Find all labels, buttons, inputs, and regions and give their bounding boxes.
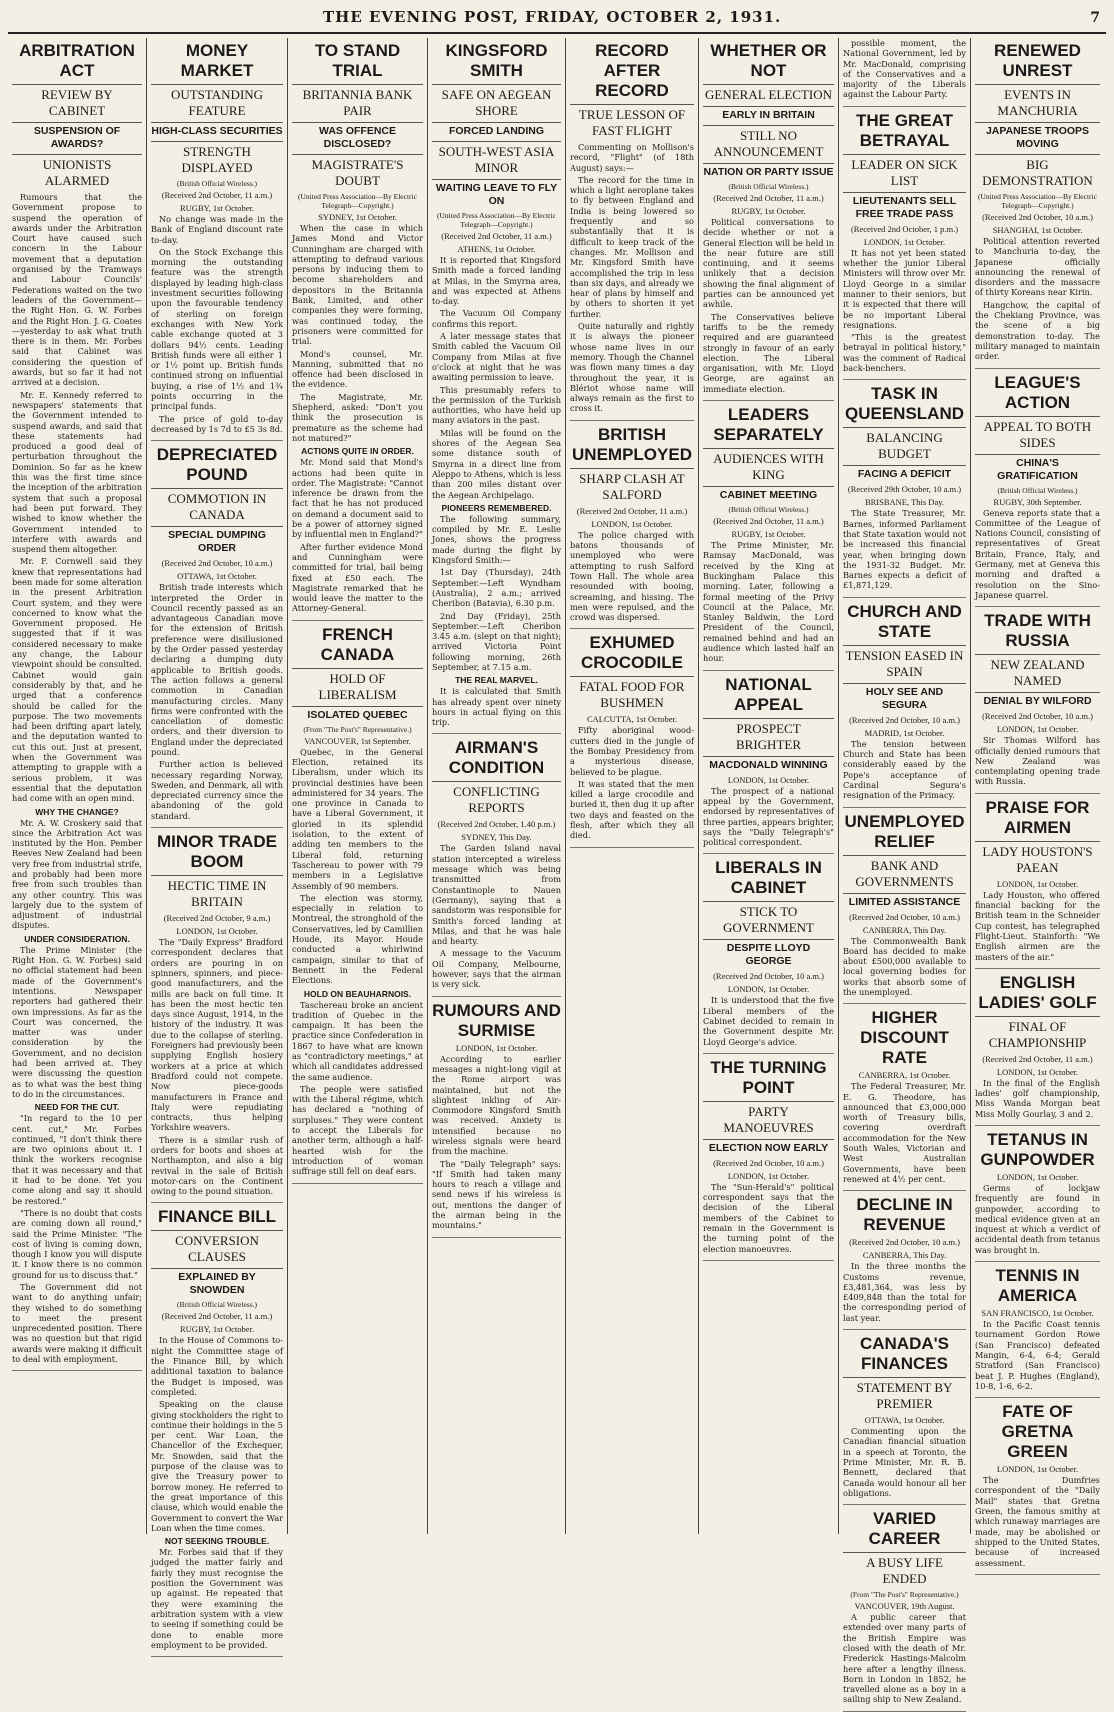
- paragraph: The Dumfries correspondent of the "Daily Mail" states that Gretna Green, the famous smithy at which runaway marriages are made, may be abolished or shipped to the United States, because of increased assessment.: [975, 1475, 1100, 1568]
- subheadline: DESPITE LLOYD GEORGE: [703, 939, 834, 968]
- article: [843, 812, 966, 1005]
- paragraph: On the Stock Exchange this morning the outstanding feature was the strength displayed by leading high-class investment securities following upon the favourable tendency of sterling on foreign exchanges with New York cable exchange quoted at 3 dollars 94½ cents. Leading British funds were all either 1 or 1½ point up. British funds continued strong on influential buying, a rise of 1½ and 1¾ points occurring in the principal funds.: [151, 246, 283, 412]
- article: [151, 41, 283, 441]
- paragraph: Milas will be found on the shores of the Aegean Sea some distance south of Smyrna in a direct line from Aleppo to Athens, which is less than 200 miles distant over the Aegean Archipelago.: [432, 427, 561, 500]
- column-5: [566, 38, 699, 1534]
- place-dateline: LONDON, 1st October.: [727, 774, 810, 785]
- subheadline: STATEMENT BY PREMIER: [843, 1377, 966, 1412]
- subheadline: STRENGTH DISPLAYED: [151, 141, 283, 176]
- headline: CHURCH AND STATE: [847, 601, 962, 641]
- paragraph: Further action is believed necessary regarding Norway, Sweden, and Denmark, all with depreciated currency since the abandoning of the gold standard.: [151, 759, 283, 821]
- paragraph: It was stated that the men killed a large crocodile and buried it, then dug it up after two days and feasted on the flesh, after which they all died.: [570, 778, 694, 841]
- place-dateline: LONDON, 1st October.: [996, 1066, 1079, 1077]
- paragraph: Germs of lockjaw frequently are found in gunpowder, according to medical evidence given at an inquest at which a verdict of accidental death from tetanus was brought in.: [975, 1182, 1100, 1255]
- article: [432, 41, 561, 734]
- dateline: (Received 2nd October, 11 a.m.): [441, 231, 552, 241]
- paragraph: The Vacuum Oil Company confirms this report.: [432, 308, 561, 329]
- headline: PRAISE FOR AIRMEN: [985, 797, 1090, 837]
- paragraph: A later message states that Smith cabled the Vacuum Oil Company from Milas at five o'clock at night that he was awaiting permission to leave.: [432, 331, 561, 383]
- paragraph: The Magistrate, Mr. Shepherd, asked: "Don't you think the prosecution is premature as the scheme had not matured?": [292, 391, 423, 443]
- dateline: (Received 2nd October, 11 a.m.): [982, 1053, 1093, 1064]
- subheadline: ELECTION NOW EARLY: [703, 1139, 834, 1155]
- place-dateline: LONDON, 1st October.: [863, 236, 946, 247]
- subheadline: LIEUTENANTS SELL FREE TRADE PASS: [843, 192, 966, 221]
- paragraph: In the final of the English ladies' golf championship, Miss Wanda Morgan beat Miss Molly Gourlay, 3 and 2.: [975, 1077, 1100, 1119]
- subheadline: FORCED LANDING: [432, 122, 561, 138]
- place-dateline: RUGBY, 1st October.: [180, 203, 254, 213]
- subheadline: APPEAL TO BOTH SIDES: [975, 416, 1100, 451]
- place-dateline: RUGBY, 1st October.: [180, 1324, 254, 1335]
- article: [151, 832, 283, 1203]
- subheadline: REVIEW BY CABINET: [12, 84, 142, 119]
- subheadline: CHINA'S GRATIFICATION: [975, 454, 1100, 483]
- paragraph: Commenting upon the Canadian financial situation in a speech at Toronto, the Prime Minister, Mr. R. B. Bennett, declared that Canada would honour all her obligations.: [843, 1426, 966, 1498]
- place-dateline: LONDON, 1st October.: [727, 984, 810, 995]
- headline: RUMOURS AND SURMISE: [432, 1000, 561, 1040]
- paragraph: According to earlier messages a night-long vigil at the Rome airport was maintained, but not the slightest inkling of Air-Commodore Kingsford Smith was received. Anxiety is intensified because no wireless signals were heard from the machine.: [432, 1053, 561, 1157]
- place-dateline: LONDON, 1st October.: [727, 1170, 810, 1181]
- headline: KINGSFORD SMITH: [445, 41, 548, 80]
- wire-credit: (British Official Wireless.): [728, 182, 809, 191]
- subheadline: FACING A DEFICIT: [843, 465, 966, 481]
- dateline: (Received 2nd October, 10 a.m.): [713, 1157, 824, 1168]
- paragraph: 2nd Day (Friday), 25th September.—Left Cheribon 3.45 a.m. (slept on that night); arrived Victoria Point following morning, 26th September, at 7.15 a.m.: [432, 610, 561, 672]
- dateline: (Received 2nd October, 10 a.m.): [161, 558, 273, 569]
- paragraph: "There is no doubt that costs are coming down all round," said the Prime Minister. "The cost of living is coming down, though I know you will dispute it. I know there is no common ground for us to discuss that.": [12, 1207, 142, 1280]
- headline: TRADE WITH RUSSIA: [984, 611, 1091, 651]
- dateline: (Received 2nd October, 11 a.m.): [161, 190, 273, 200]
- paragraph: A message to the Vacuum Oil Company, Melbourne, however, says that the airman is very sick.: [432, 948, 561, 990]
- wire-credit: (United Press Association—By Electric Telegraph—Copyright.): [437, 211, 556, 229]
- paragraph: The Prime Minister, Mr. Ramsay MacDonald, was received by the King at Buckingham Palace this morning. Later, following a formal meeting of the Privy Council at the Palace, Mr. Stanley Baldwin, the Lord President of the Council, remained behind and had an audience which lasted half an hour.: [703, 540, 834, 664]
- subheadline: SAFE ON AEGEAN SHORE: [432, 84, 561, 119]
- headline: UNEMPLOYED RELIEF: [844, 811, 965, 851]
- paragraph: Geneva reports state that a Committee of the League of Nations Council, consisting of representatives of Great Britain, France, Italy, and Germany, met at Geneva this morning and drafted a resolution on the Sino-Japanese quarrel.: [975, 507, 1100, 600]
- headline: TASK IN QUEENSLAND: [844, 384, 964, 424]
- paragraph: Speaking on the clause giving stockholders the right to continue their holdings in the 5 per cent. War Loan, the Chancellor of the Exchequer, Mr. Snowden, said that the purpose of the clause was to give the Treasury power to borrow money. He referred to the great importance of this clause, which would enable the Government to convert the War Loan when the time comes.: [151, 1399, 283, 1533]
- article: [975, 41, 1100, 369]
- headline: FATE OF GRETNA GREEN: [1001, 1402, 1074, 1462]
- subheadline: MAGISTRATE'S DOUBT: [292, 154, 423, 189]
- subheadline: JAPANESE TROOPS MOVING: [975, 122, 1100, 151]
- wire-credit: (British Official Wireless.): [176, 179, 258, 188]
- place-dateline: LONDON, 1st October.: [176, 926, 258, 937]
- paragraph: Lady Houston, who offered financial backing for the British team in the Schneider Cup contest, has telegraphed Flight-Lieut. Stainforth: "We English airmen are the masters of the air.": [975, 889, 1100, 962]
- paragraph: It is reported that Kingsford Smith made a forced landing at Milas, in the Smyrna area, and was expected at Athens to-day.: [432, 255, 561, 307]
- headline: LEAGUE'S ACTION: [994, 372, 1081, 412]
- paragraph: The Commonwealth Bank Board has decided to make about £500,000 available to local governing bodies for works that absorb some of the unemployed.: [843, 935, 966, 997]
- headline: ENGLISH LADIES' GOLF: [978, 972, 1097, 1012]
- subheadline: SUSPENSION OF AWARDS?: [12, 122, 142, 151]
- dateline: (Received 2nd October, 9 a.m.): [163, 913, 271, 924]
- subheadline: NEW ZEALAND NAMED: [975, 654, 1100, 689]
- paragraph: "This is the greatest betrayal in political history," was the comment of Radical back-benchers.: [843, 332, 966, 374]
- paragraph: possible moment, the National Government, led by Mr. MacDonald, comprising of the Conservatives and a majority of the Liberals against the Labour Party.: [843, 38, 966, 100]
- dateline: (Received 2nd October, 1 p.m.): [850, 223, 959, 234]
- paragraph: After further evidence Mond and Cunningham were committed for trial, bail being fixed at £50 each. The Magistrate remarked that he would leave the matter to the Attorney-General.: [292, 541, 423, 614]
- subheadline: OUTSTANDING FEATURE: [151, 84, 283, 119]
- place-dateline: SAN FRANCISCO, 1st October.: [981, 1308, 1094, 1319]
- subheadline: CONVERSION CLAUSES: [151, 1230, 283, 1265]
- wire-credit: (From "The Post's" Representative.): [303, 724, 412, 734]
- subheadline: MACDONALD WINNING: [703, 756, 834, 772]
- headline: THE TURNING POINT: [710, 1057, 827, 1097]
- article: [292, 41, 423, 621]
- place-dateline: LONDON, 1st October.: [996, 724, 1079, 735]
- subheadline: SOUTH-WEST ASIA MINOR: [432, 141, 561, 176]
- article: [843, 1195, 966, 1330]
- headline: HIGHER DISCOUNT RATE: [860, 1008, 949, 1068]
- paragraph: When the case in which James Mond and Victor Cunningham are charged with attempting to defraud various persons by inducing them to become shareholders and depositors in the Britannia Bank, Limited, and other companies they were forming, was continued today, the prisoners were committed for trial.: [292, 223, 423, 347]
- subheadline: LADY HOUSTON'S PAEAN: [975, 841, 1100, 876]
- article: [843, 38, 966, 107]
- dateline: (Received 2nd October, 1.40 p.m.): [437, 819, 556, 830]
- subheadline: ISOLATED QUEBEC: [292, 706, 423, 722]
- article: [703, 858, 834, 1053]
- paragraph: The following summary, compiled by Mr. E. Leslie Jones, shows the progress made during the flight by Kingsford Smith:—: [432, 513, 561, 566]
- paragraph: Quebec, in the General Election, retained its Liberalism, under which its provincial destinies have been administered for 34 years. The one province in Canada to have a Liberal Government, it gloried in its splendid isolation, to the extent of adding ten members to the Liberal fold, returning Taschereau to power with 79 members in a Legislative Assembly of 90 members.: [292, 746, 423, 891]
- subheadline: DENIAL BY WILFORD: [975, 692, 1100, 708]
- subheadline: HECTIC TIME IN BRITAIN: [151, 875, 283, 910]
- dateline: (Received 2nd October, 10 a.m.): [849, 1237, 960, 1248]
- subheadline: EVENTS IN MANCHURIA: [975, 84, 1100, 119]
- place-dateline: LONDON, 1st October.: [996, 878, 1079, 889]
- article: [975, 1130, 1100, 1262]
- subheadline: COMMOTION IN CANADA: [151, 488, 283, 523]
- place-dateline: BRISBANE, This Day.: [864, 497, 945, 508]
- article: [570, 633, 694, 847]
- subheadline: CABINET MEETING: [703, 486, 834, 502]
- paragraph: Mr. F. Cornwell said they knew that representations had been made for some alteration in the present Arbitration Court system, and they were concerned to know what the Government proposed. He suggested that if it was considered necessary to make any change, the Labour viewpoint should be consulted. Cabinet would gain considerably by that, and he urged that a conference should be called for the purpose. The two movements had been drifting apart lately, and the deputation wanted to cut this out. Just at present, when the Government was attempting to grapple with a serious problem, it was essential that the deputation had come with an open mind.: [12, 556, 142, 804]
- article: [843, 384, 966, 597]
- headline: TENNIS IN AMERICA: [995, 1266, 1080, 1306]
- subheadline: BANK AND GOVERNMENTS: [843, 855, 966, 890]
- paragraph: Hangchow, the capital of the Chekiang Province, was the scene of a big demonstration to-day. The military managed to maintain order.: [975, 299, 1100, 362]
- section-subhead: THE REAL MARVEL.: [455, 675, 538, 686]
- paragraph: Political attention reverted to Manchuria to-day, the Japanese officially announcing the renewal of disorders and the massacre of thirty Koreans near Kirin.: [975, 236, 1100, 298]
- article: [843, 1008, 966, 1191]
- subheadline: LIMITED ASSISTANCE: [843, 893, 966, 909]
- section-subhead: ACTIONS QUITE IN ORDER.: [301, 446, 414, 457]
- paragraph: The "Daily Express" Bradford correspondent declares that orders are pouring in on spinners, spinners, and piece-good manufacturers, and the mills are back on full time. It has been the most hectic ten days since August, 1914, in the history of the industry. It was due to the collapse of sterling. Foreigners had previously been supplying English hosiery workers at a price at which Bradford could not compete. Now piece-goods manufacturers in France and Italy were repudiating contracts, thus helping Yorkshire weavers.: [151, 937, 283, 1133]
- wire-credit: (United Press Association—By Electric Telegraph—Copyright.): [298, 192, 417, 210]
- headline: AIRMAN'S CONDITION: [448, 738, 545, 778]
- subheadline: WAS OFFENCE DISCLOSED?: [292, 122, 423, 151]
- headline: RENEWED UNREST: [994, 41, 1081, 80]
- subheadline: CONFLICTING REPORTS: [432, 781, 561, 816]
- paragraph: The prospect of a national appeal by the Government, endorsed by representatives of three parties, appears brighter, says the "Daily Telegraph's" political correspondent.: [703, 785, 834, 848]
- place-dateline: RUGBY, 1st October.: [731, 206, 806, 216]
- headline: TETANUS IN GUNPOWDER: [980, 1129, 1095, 1169]
- paragraph: In the House of Commons to-night the Committee stage of the Finance Bill, by which additional taxation to balance the Budget is imposed, was completed.: [151, 1335, 283, 1397]
- column-7: [839, 38, 971, 1705]
- subheadline: BALANCING BUDGET: [843, 427, 966, 462]
- paragraph: Mr. Forbes said that if they judged the matter fairly and fairly they must recognise the position the Government was up against. He repeated that they were examining the arbitration system with a view to seeing if something could be done to enable more employment to be provided.: [151, 1547, 283, 1650]
- paragraph: Mr. E. Kennedy referred to newspapers' statements that the Government intended to suspend awards, and said that these statements had produced a good deal of perturbation throughout the Dominion. So far as he knew this was the first time since the inception of the arbitration system that such a proposal had been put forward. They wished to know whether the Government intended to interfere with awards and suspend them altogether.: [12, 389, 142, 555]
- subheadline: SHARP CLASH AT SALFORD: [570, 468, 694, 503]
- article: [843, 1334, 966, 1505]
- paragraph: The Garden Island naval station intercepted a wireless message which was being transmitted from Constantinople to Nauen (Germany), saying that a sandstorm was responsible for Smith's forced landing at Milas, and that he was hale and hearty.: [432, 843, 561, 947]
- article: [703, 1058, 834, 1261]
- subheadline: SPECIAL DUMPING ORDER: [151, 526, 283, 555]
- headline: FINANCE BILL: [157, 1207, 277, 1227]
- headline: BRITISH UNEMPLOYED: [572, 424, 692, 464]
- article: [292, 625, 423, 1184]
- paragraph: The tension between Church and State has been considerably eased by the Pope's acceptance of Cardinal Segura's resignation of the Primacy.: [843, 738, 966, 801]
- subheadline: UNIONISTS ALARMED: [12, 154, 142, 189]
- headline: DEPRECIATED POUND: [156, 445, 278, 485]
- dateline: (Received 2nd October, 11 a.m.): [161, 1311, 273, 1322]
- place-dateline: SYDNEY, 1st October.: [318, 212, 397, 222]
- place-dateline: RUGBY, 1st October.: [731, 529, 806, 540]
- place-dateline: CANBERRA, This Day.: [862, 1250, 947, 1261]
- place-dateline: SYDNEY, This Day.: [461, 832, 532, 843]
- paragraph: Quite naturally and rightly it is always the pioneer whose name lives in our memory. Though the Channel was flown many times a day throughout the year, it is Blériot whose name will always remain as the first to cross it.: [570, 321, 694, 414]
- paragraph: In the Pacific Coast tennis tournament Gordon Rowe (San Francisco) defeated Mangin, 6-4, 6-4; Gerald Stratford (San Francisco) beat J. P. Hughes (England), 10-8, 1-6, 6-2.: [975, 1319, 1100, 1391]
- paragraph: Fifty aboriginal wood-cutters died in the jungle of the Bombay Presidency from a mysterious disease, believed to be plague.: [570, 725, 694, 777]
- page-number: 7: [1090, 10, 1100, 26]
- subheadline: FINAL OF CHAMPIONSHIP: [975, 1016, 1100, 1051]
- dateline: (Received 2nd October, 11 a.m.): [713, 193, 824, 203]
- wire-credit: (British Official Wireless.): [176, 1300, 258, 1310]
- article: [151, 445, 283, 828]
- subheadline: GENERAL ELECTION: [703, 84, 834, 103]
- paragraph: The record for the time in which a light aeroplane takes to fly between England and India is being lowered so frequently and so substantially that it is difficult to keep track of the changes. Mr. Mollison and Mr. Kingsford Smith have accomplished the trip in less than six days, and already we hear of plans by himself and by others to shorten it yet further.: [570, 174, 694, 319]
- section-subhead: PIONEERS REMEMBERED.: [441, 502, 552, 513]
- subheadline: BIG DEMONSTRATION: [975, 154, 1100, 189]
- headline: MINOR TRADE BOOM: [157, 832, 277, 872]
- paragraph: The price of gold to-day decreased by 1s 7d to £5 3s 8d.: [151, 413, 283, 434]
- paragraph: Rumours that the Government propose to suspend the operation of awards under the Arbitration Court have caused such concern in the Labour movement that a deputation organised by the Tramways and Labour Councils' Federations waited on the two leaders of the Government—the Right Hon. G. W. Forbes and the Right Hon. J. G. Coates—yesterday to ask what truth there is in them. Mr. Forbes said that Cabinet was considering the question of awards, but so far it had not arrived at a decision.: [12, 192, 142, 388]
- place-dateline: VANCOUVER, 1st September.: [304, 735, 411, 746]
- paragraph: It has not yet been stated whether the junior Liberal Ministers will throw over Mr. Lloyd George in a similar manner to their seniors, but it is expected that there will be no important Liberal resignations.: [843, 247, 966, 330]
- place-dateline: LONDON, 1st October.: [455, 1042, 538, 1053]
- headline: ARBITRATION ACT: [19, 41, 135, 80]
- place-dateline: OTTAWA, 1st October.: [864, 1415, 945, 1426]
- subheadline: HOLY SEE AND SEGURA: [843, 683, 966, 712]
- subheadline: EXPLAINED BY SNOWDEN: [151, 1268, 283, 1297]
- headline: EXHUMED CROCODILE: [581, 633, 683, 673]
- article: [12, 41, 142, 1371]
- article: [703, 675, 834, 855]
- headline: CANADA'S FINANCES: [859, 1334, 950, 1374]
- subheadline: BRITANNIA BANK PAIR: [292, 84, 423, 119]
- subheadline: STILL NO ANNOUNCEMENT: [703, 125, 834, 160]
- article: [975, 798, 1100, 969]
- article: [703, 405, 834, 671]
- paragraph: Taschereau broke an ancient tradition of Quebec in the campaign. It has been the practice since Confederation in 1867 to have what are known as "contradictory meetings," at which all candidates addressed the same audience.: [292, 999, 423, 1082]
- paragraph: The Conservatives believe tariffs to be the remedy required and are guaranteed strongly in favour of an early election. The Liberal organisation, with Mr. Lloyd George, are against an immediate election.: [703, 311, 834, 394]
- headline: TO STAND TRIAL: [314, 41, 401, 80]
- column-6: [699, 38, 839, 1534]
- subheadline: STICK TO GOVERNMENT: [703, 901, 834, 936]
- paragraph: It is understood that the five Liberal members of the Cabinet decided to remain in the Government despite Mr. Lloyd George's advice.: [703, 995, 834, 1047]
- paragraph: This presumably refers to the permission of the Turkish authorities, who have held up many aviators in the past.: [432, 384, 561, 426]
- article: [432, 738, 561, 996]
- paragraph: Political conversations to decide whether or not a General Election will be held in the near future are still continuing, and it seems unlikely that a decision showing the final alignment of parties can be announced yet awhile.: [703, 217, 834, 310]
- headline: MONEY MARKET: [180, 41, 254, 80]
- paragraph: There is a similar rush of orders for boots and shoes at Northampton, and also a big revival in the sale of British motor-cars on the Continent owing to the pound situation.: [151, 1134, 283, 1197]
- subheadline: A BUSY LIFE ENDED: [843, 1552, 966, 1587]
- place-dateline: SHANGHAI, 1st October.: [992, 225, 1083, 235]
- column-1: [8, 38, 147, 1534]
- column-8: [971, 38, 1104, 1568]
- subheadline: TENSION EASED IN SPAIN: [843, 645, 966, 680]
- dateline: (Received 2nd October, 10 a.m.): [713, 971, 824, 982]
- headline: NATIONAL APPEAL: [725, 674, 812, 714]
- article: [975, 1402, 1100, 1575]
- place-dateline: ATHENS, 1st October.: [457, 244, 536, 254]
- paragraph: The Federal Treasurer, Mr. E. G. Theodore, has announced that £3,000,000 worth of Treasury bills, covering overdraft accommodation for the New South Wales, Victorian and West Australian Governments, have been renewed at 4½ per cent.: [843, 1081, 966, 1184]
- wire-credit: (British Official Wireless.): [997, 485, 1078, 495]
- dateline: (Received 2nd October, 11 a.m.): [713, 516, 824, 527]
- paragraph: The election was stormy, especially in relation to Montreal, the stronghold of the Conservatives, led by Camillien Houde, its Mayor. Houde conducted a whirlwind campaign, similar to that of Bennett in the Federal Elections.: [292, 892, 423, 986]
- article: [975, 373, 1100, 608]
- paragraph: The Prime Minister (the Right Hon. G. W. Forbes) said no official statement had been made of the Government's intentions. Newspaper reporters had gathered their own impressions. As far as the Court was concerned, the matter was under consideration by the Government, and no decision had been arrived at. They were discussing the question as to what was the best thing to do in the circumstances.: [12, 944, 142, 1099]
- headline: LEADERS SEPARATELY: [713, 405, 824, 445]
- subheadline: EARLY IN BRITAIN: [703, 106, 834, 122]
- place-dateline: CANBERRA, 1st October.: [858, 1070, 951, 1081]
- column-4: [428, 38, 566, 1534]
- dateline: (Received 2nd October, 10 a.m.): [982, 212, 1093, 222]
- subheadline: AUDIENCES WITH KING: [703, 448, 834, 483]
- subheadline: HIGH-CLASS SECURITIES: [151, 122, 283, 138]
- article: [703, 41, 834, 401]
- subheadline: HOLD OF LIBERALISM: [292, 668, 423, 703]
- headline: FRENCH CANADA: [320, 624, 395, 664]
- paragraph: A public career that extended over many parts of the British Empire was closed with the death of Mr. Frederick Hastings-Malcolm here after a lengthy illness. Born in London in 1852, he travelled alone as a boy in a sailing ship to New Zealand.: [843, 1612, 966, 1705]
- place-dateline: VANCOUVER, 19th August.: [854, 1601, 955, 1612]
- section-subhead: NOT SEEKING TROUBLE.: [164, 1536, 270, 1547]
- article: [432, 1001, 561, 1238]
- subheadline: WAITING LEAVE TO FLY ON: [432, 179, 561, 208]
- headline: VARIED CAREER: [868, 1509, 941, 1549]
- column-3: [288, 38, 428, 1534]
- headline: THE GREAT BETRAYAL: [856, 110, 953, 150]
- paragraph: The Government did not want to do anything unfair; they wished to do something to meet the present unprecedented position. There was no question but that rigid awards were making it difficult to deal with employment.: [12, 1281, 142, 1365]
- wire-credit: (British Official Wireless.): [728, 505, 809, 515]
- place-dateline: CALCUTTA, 1st October.: [587, 714, 677, 725]
- headline: LIBERALS IN CABINET: [715, 858, 822, 898]
- paragraph: Mr. A. W. Croskery said that since the Arbitration Act was instituted by the Hon. Pember Reeves New Zealand had been very free from industrial strife, and probably had been more free from such troubles than any other country. This was largely due to the system of adjustment of industrial disputes.: [12, 817, 142, 931]
- columns: [8, 38, 1106, 1705]
- paragraph: The State Treasurer, Mr. Barnes, informed Parliament that State taxation would not be increased this financial year, when bringing down the 1931-32 Budget. Mr. Barnes expects a deficit of £1,871,129.: [843, 508, 966, 591]
- column-2: [147, 38, 288, 1650]
- article: [843, 1509, 966, 1712]
- dateline: (Received 2nd October, 10 a.m.): [982, 711, 1093, 722]
- subheadline: LEADER ON SICK LIST: [843, 154, 966, 189]
- dateline: (Received 29th October, 10 a.m.): [847, 484, 962, 495]
- section-subhead: NEED FOR THE CUT.: [34, 1102, 120, 1113]
- article: [843, 111, 966, 381]
- paragraph: Mond's counsel, Mr. Manning, submitted that no offence had been disclosed in the evidence.: [292, 348, 423, 390]
- subheadline: PROSPECT BRIGHTER: [703, 718, 834, 753]
- subheadline: PARTY MANOEUVRES: [703, 1101, 834, 1136]
- wire-credit: (United Press Association—By Electric Telegraph—Copyright.): [978, 192, 1097, 210]
- subheadline: TRUE LESSON OF FAST FLIGHT: [570, 104, 694, 139]
- masthead: [8, 8, 1106, 34]
- place-dateline: MADRID, 1st October.: [864, 727, 945, 738]
- subheadline: FATAL FOOD FOR BUSHMEN: [570, 676, 694, 711]
- article: [975, 611, 1100, 793]
- headline: RECORD AFTER RECORD: [595, 41, 669, 100]
- article: [975, 1266, 1100, 1398]
- section-subhead: HOLD ON BEAUHARNOIS.: [303, 988, 412, 999]
- paragraph: Mr. Mond said that Mond's actions had been quite in order. The Magistrate: "Cannot inference be drawn from the fact that he has not produced on demand a document said to be a power of attorney signed by influential men in England?": [292, 457, 423, 540]
- paragraph: In the three months the Customs revenue, £3,481,364, was less by £409,848 than the total for the corresponding period of last year.: [843, 1261, 966, 1323]
- place-dateline: LONDON, 1st October.: [996, 1171, 1079, 1182]
- paragraph: Commenting on Mollison's record, "Flight" (of 18th August) says:—: [570, 142, 694, 173]
- paragraph: The people were satisfied with the Liberal régime, which has declared a "nothing of surpluses." They were content to accept the Liberals for another term, although a half-hearted wish for the introduction of woman suffrage still fell on deaf ears.: [292, 1083, 423, 1177]
- paragraph: The "Daily Telegraph" says: "If Smith had taken many hours to reach a village and send news if his wireless is out, mentions the danger of the airman being in the mountains.": [432, 1158, 561, 1231]
- headline: DECLINE IN REVENUE: [856, 1195, 953, 1235]
- article: [570, 41, 694, 421]
- paragraph: No change was made in the Bank of England discount rate to-day.: [151, 214, 283, 245]
- subheadline: NATION OR PARTY ISSUE: [703, 163, 834, 179]
- newspaper-title: THE EVENING POST, FRIDAY, OCTOBER 2, 1931.: [323, 8, 782, 26]
- section-subhead: UNDER CONSIDERATION.: [24, 933, 130, 944]
- paragraph: Sir Thomas Wilford has officially denied rumours that New Zealand was contemplating opening trade with Russia.: [975, 735, 1100, 787]
- paragraph: 1st Day (Thursday), 24th September.—Left Wyndham (Australia), 2 a.m.; arrived Cheribon (Batavia), 6.30 p.m.: [432, 567, 561, 609]
- place-dateline: RUGBY, 30th September.: [993, 496, 1082, 507]
- paragraph: The police charged with batons thousands of unemployed who were attempting to rush Salford Town Hall. The whole area resounded with booing, screaming, and hissing. The men were repulsed, and the crowd was dispersed.: [570, 529, 694, 623]
- wire-credit: (From "The Post's" Representative.): [850, 1590, 959, 1600]
- place-dateline: LONDON, 1st October.: [591, 518, 673, 529]
- dateline: (Received 2nd October, 10 a.m.): [849, 911, 960, 922]
- headline: WHETHER OR NOT: [710, 41, 827, 80]
- place-dateline: CANBERRA, This Day.: [862, 924, 947, 935]
- paragraph: "In regard to the 10 per cent. cut," Mr. Forbes continued, "I don't think there are two opinions about it. I think the workers recognise that it was necessary and that it had to be done. Yet you come along and say it should be restored.": [12, 1113, 142, 1206]
- paragraph: British trade interests which interpreted the Order in Council recently passed as an advantageous Canadian move for the extension of British preference were disillusioned by the Order passed yesterday declaring a dumping duty applicable to British goods. The action follows a general commotion in Canadian manufacturing circles. Many firms were confronted with the cancellation of domestic orders, and their diversion to England under the depreciated pound.: [151, 582, 283, 757]
- place-dateline: LONDON, 1st October.: [996, 1464, 1079, 1475]
- article: [843, 602, 966, 808]
- paragraph: It is calculated that Smith has already spent over ninety hours in actual flying on this trip.: [432, 686, 561, 728]
- article: [975, 973, 1100, 1126]
- article: [151, 1207, 283, 1657]
- article: [570, 425, 694, 630]
- dateline: (Received 2nd October, 11 a.m.): [576, 505, 688, 516]
- section-subhead: WHY THE CHANGE?: [35, 806, 119, 817]
- place-dateline: OTTAWA, 1st October.: [177, 571, 257, 582]
- paragraph: The "Sun-Herald's" political correspondent says that the decision of the Liberal members of the Cabinet to remain in the Government is the turning point of the election manoeuvres.: [703, 1181, 834, 1254]
- dateline: (Received 2nd October, 10 a.m.): [849, 714, 960, 725]
